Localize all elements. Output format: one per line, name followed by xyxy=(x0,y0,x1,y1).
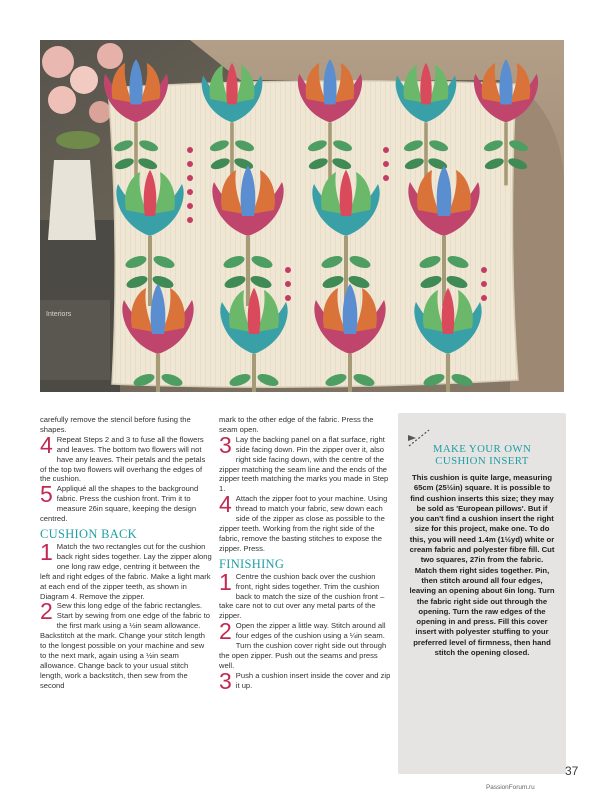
step-number: 1 xyxy=(40,538,53,565)
cushion-back-step-3 xyxy=(219,431,391,494)
step-number: 3 xyxy=(219,431,232,458)
step-4 xyxy=(40,431,212,485)
step-text: Attach the zipper foot to your machine. Using thread to match your fabric, sew down each side of the zipper as close as possible to the zipper teeth. Working from the right side of the fabric, remove the basting stitches to expose the zipper. Press. xyxy=(219,494,388,553)
step-number: 2 xyxy=(40,598,53,625)
step-text: Repeat Steps 2 and 3 to fuse all the flowers and leaves. The bottom two flowers will not have any leaves. Their petals and the petals of the top two flowers will overhang the edges of the cushion. xyxy=(40,434,206,484)
cushion-illustration xyxy=(40,40,564,392)
sidebar-title-line-2: CUSHION INSERT xyxy=(435,455,529,467)
sign-text: Interiors xyxy=(46,311,72,318)
finishing-step-2 xyxy=(219,618,391,671)
site-credit: PassionForum.ru xyxy=(486,784,535,791)
step-text: Open the zipper a little way. Stitch around all four edges of the cushion using a ¼in seam. Turn the cushion cover right side out through the open zipper. Push out the seams and press well. xyxy=(219,621,387,670)
cushion-back-step-2 xyxy=(40,598,212,690)
step-number: 3 xyxy=(219,667,232,694)
step-number: 1 xyxy=(219,568,232,595)
cushion-photo xyxy=(40,40,564,392)
step-5 xyxy=(40,481,212,524)
step-text: Sew this long edge of the fabric rectangles. Start by sewing from one edge of the fabric to the first mark using a ½in seam allowance. Backstitch at the mark. Change your stitch length to the longest possible on your machine and sew to the next mark, again using a ½in seam allowance. Change back to your usual stitch length, work a backstitch, then sew from the second xyxy=(40,601,211,690)
scissors-icon xyxy=(406,427,432,449)
cushion-back-step-4 xyxy=(219,491,391,553)
step-text: Push a cushion insert inside the cover and zip it up. xyxy=(235,670,391,690)
sidebar-body: This cushion is quite large, measuring 65cm (25½in) square. It is possible to find cushion inserts this size; they may be sold as 'European pillows'. But if you can't find a cushion insert the right size for this project, make one. To do this, you will need 1.4m (1½yd) white or cream fabric and polyester fibre fill. Cut two squares, 27in from the fabric. Match them right sides together. Pin, then stitch around all four edges, leaving an opening about 6in long. Turn the fabric right side out through the opening. Turn the raw edges of the opening in and press. Fill this cover insert with polyester stuffing to your preferred level of firmness, then hand stitch the opening closed. xyxy=(409,473,555,658)
finishing-step-1 xyxy=(219,568,391,622)
page-number: 37 xyxy=(565,764,579,778)
step-text: Centre the cushion back over the cushion front, right sides together. Trim the cushion back to match the size of the cushion front – take care not to cut over any metal parts of the zipper. xyxy=(219,571,385,621)
intro-text: mark to the other edge of the fabric. Press the seam open. xyxy=(219,415,374,434)
intro-text: carefully remove the stencil before fusing the shapes. xyxy=(40,415,191,434)
text-column-1 xyxy=(40,415,212,691)
step-text: Match the two rectangles cut for the cushion back right sides together. Lay the zipper along one long raw edge, centring it between the left and right edges of the fabric. Make a light mark at each end of the zipper teeth, as shown in Diagram 4. Remove the zipper. xyxy=(40,541,212,601)
step-number: 4 xyxy=(40,431,53,458)
finishing-step-3 xyxy=(219,667,391,694)
finishing-heading: FINISHING xyxy=(219,556,285,571)
cushion-back-step-1 xyxy=(40,538,212,601)
step-number: 5 xyxy=(40,481,53,508)
cushion-back-heading: CUSHION BACK xyxy=(40,526,138,541)
step-number: 2 xyxy=(219,618,232,645)
step-text: Appliqué all the shapes to the background fabric. Press the cushion front. Trim it to measure 26in square, keeping the design centred. xyxy=(40,484,199,524)
sidebar-title-line-1: MAKE YOUR OWN xyxy=(432,443,532,455)
cushion-insert-sidebar xyxy=(398,413,566,774)
step-text: Lay the backing panel on a flat surface, right side facing down. Pin the zipper over it, also right side facing down, with the centre of the zipper matching the seam line and the ends of the zipper teeth matching the marks you made in Step 1. xyxy=(219,434,389,494)
step-number: 4 xyxy=(219,491,232,518)
text-column-2 xyxy=(219,415,391,694)
